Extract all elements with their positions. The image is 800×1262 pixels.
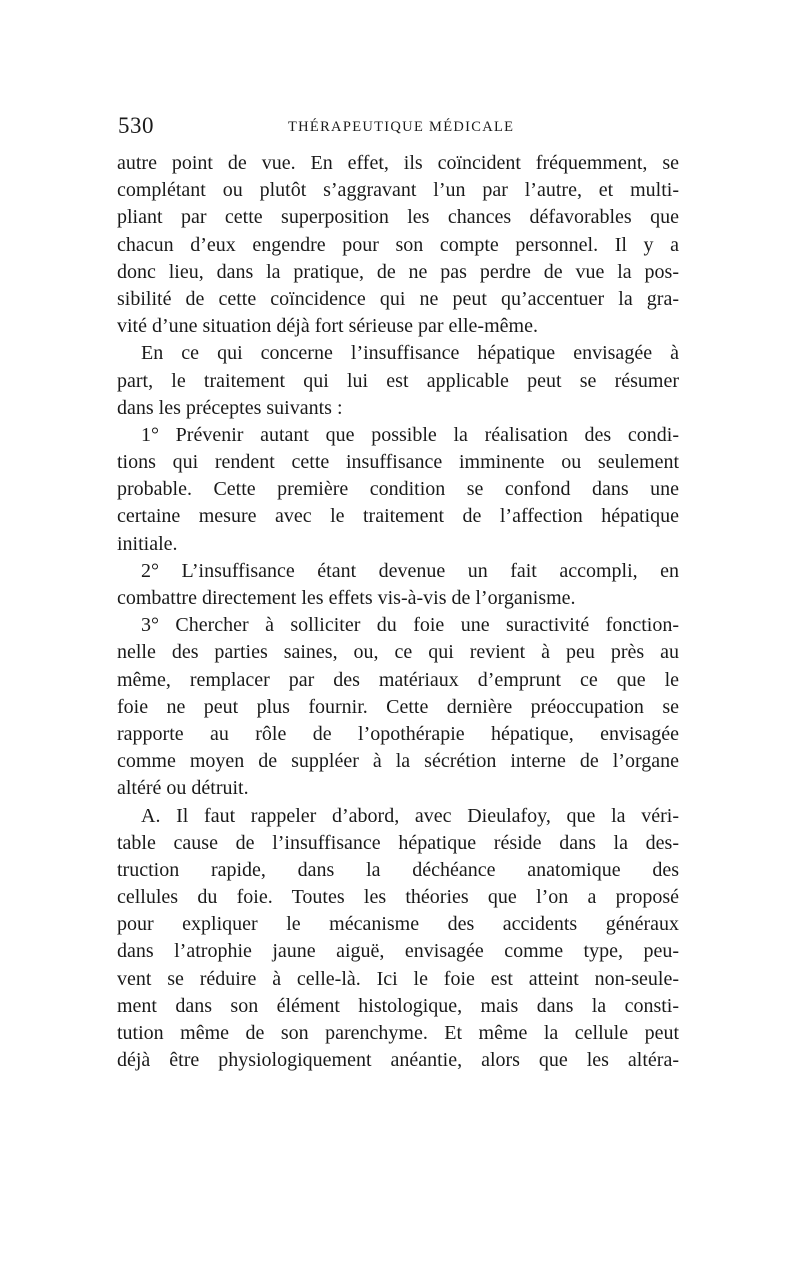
text-line: tution même de son parenchyme. Et même la cellule peut: [117, 1022, 679, 1044]
text-line: A. Il faut rappeler d’abord, avec Dieulafoy, que la véri-: [141, 804, 679, 827]
text-line: certaine mesure avec le traitement de l’affection hépatique: [117, 505, 679, 528]
text-line: cellules du foie. Toutes les théories que l’on a proposé: [117, 886, 679, 909]
text-line: combattre directement les effets vis-à-vis de l’organisme.: [117, 587, 576, 609]
text-line: tions qui rendent cette insuffisance imminente ou seulement: [117, 451, 679, 474]
text-line: probable. Cette première condition se confond dans une: [117, 478, 679, 501]
text-line: table cause de l’insuffisance hépatique réside dans la des-: [117, 831, 679, 854]
text-line: même, remplacer par des matériaux d’emprunt ce que le: [117, 668, 679, 691]
text-line: autre point de vue. En effet, ils coïncident fréquemment, se: [117, 152, 679, 174]
text-line: vité d’une situation déjà fort sérieuse par elle-même.: [117, 315, 538, 338]
text-line: truction rapide, dans la déchéance anatomique des: [117, 858, 679, 881]
text-line: pliant par cette superposition les chances défavorables que: [117, 206, 679, 229]
body-text: [117, 150, 679, 1074]
text-line: En ce qui concerne l’insuffisance hépatique envisagée à: [141, 342, 679, 365]
text-line: 1° Prévenir autant que possible la réalisation des condi-: [141, 423, 679, 446]
text-line: donc lieu, dans la pratique, de ne pas perdre de vue la pos-: [117, 260, 679, 283]
page-header: [118, 113, 678, 143]
text-line: altéré ou détruit.: [117, 777, 249, 800]
text-line: rapporte au rôle de l’opothérapie hépatique, envisagée: [117, 722, 679, 745]
page-number: 530: [118, 113, 154, 138]
text-line: 3° Chercher à solliciter du foie une suractivité fonction-: [141, 614, 679, 637]
text-line: déjà être physiologiquement anéantie, alors que les altéra-: [117, 1049, 679, 1072]
text-line: complétant ou plutôt s’aggravant l’un par l’autre, et multi-: [117, 179, 679, 202]
text-line: foie ne peut plus fournir. Cette dernière préoccupation se: [117, 695, 679, 718]
text-line: 2° L’insuffisance étant devenue un fait accompli, en: [141, 559, 679, 582]
text-line: part, le traitement qui lui est applicable peut se résumer: [117, 369, 679, 392]
running-head: THÉRAPEUTIQUE MÉDICALE: [288, 119, 515, 135]
text-line: comme moyen de suppléer à la sécrétion interne de l’organe: [117, 750, 679, 773]
text-line: dans l’atrophie jaune aiguë, envisagée comme type, peu-: [117, 940, 679, 963]
text-line: pour expliquer le mécanisme des accidents généraux: [117, 913, 679, 936]
text-line: sibilité de cette coïncidence qui ne peut qu’accentuer la gra-: [117, 287, 679, 310]
text-line: nelle des parties saines, ou, ce qui revient à peu près au: [117, 641, 679, 664]
text-line: ment dans son élément histologique, mais dans la consti-: [117, 994, 679, 1017]
text-line: vent se réduire à celle-là. Ici le foie est atteint non-seule-: [117, 967, 679, 990]
text-line: chacun d’eux engendre pour son compte personnel. Il y a: [117, 233, 679, 256]
text-line: initiale.: [117, 532, 178, 555]
text-line: dans les préceptes suivants :: [117, 396, 343, 419]
